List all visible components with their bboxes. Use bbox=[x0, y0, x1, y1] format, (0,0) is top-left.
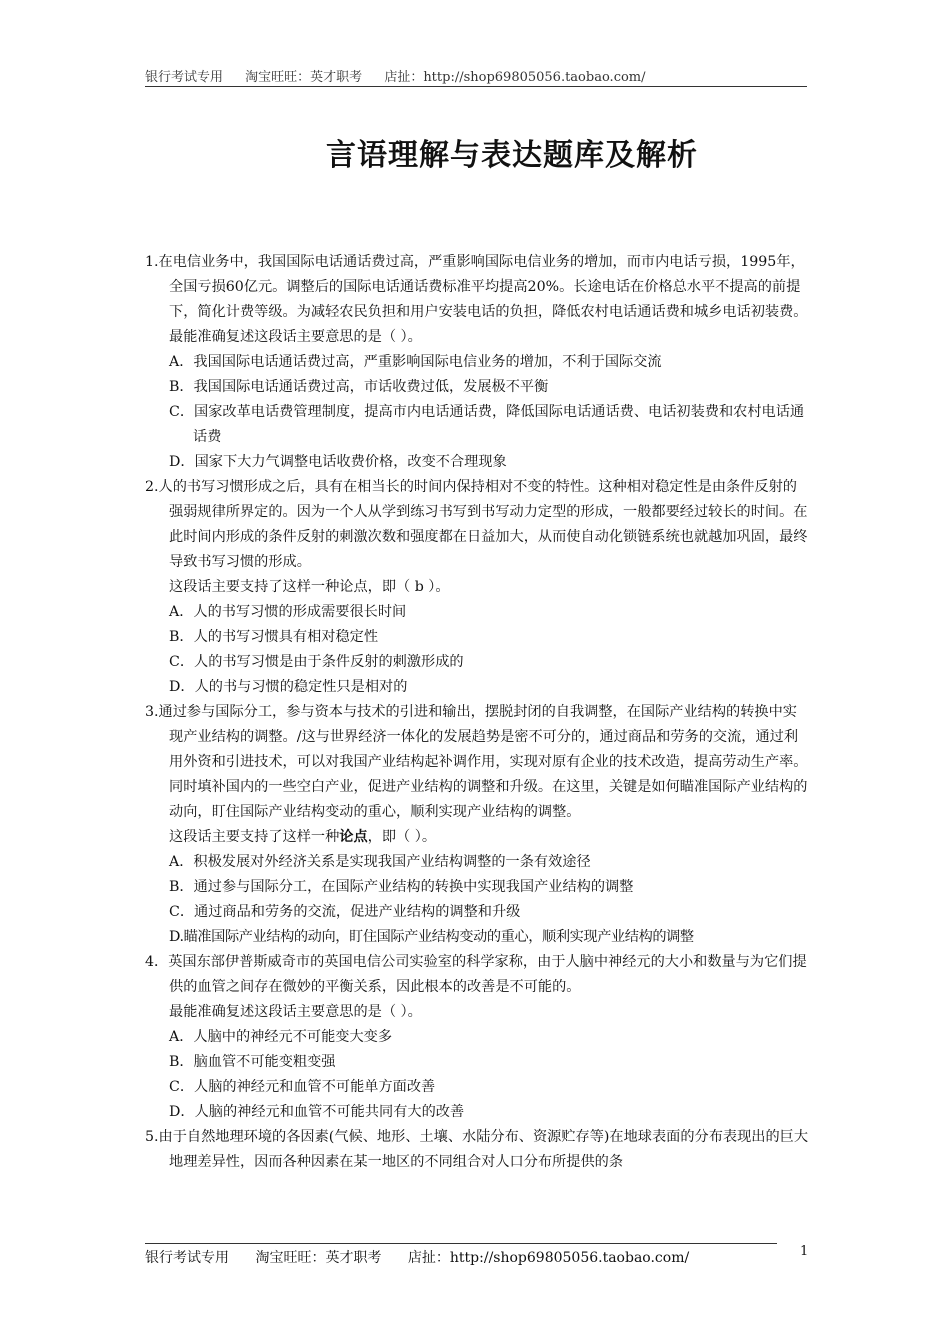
question-3-prompt-pre: 这段话主要支持了这样一种 bbox=[169, 829, 340, 845]
question-4 bbox=[145, 950, 810, 1125]
footer-shop-name: 淘宝旺旺：英才职考 bbox=[255, 1250, 382, 1266]
question-3-prompt-post: ，即（ ）。 bbox=[367, 829, 437, 845]
question-list bbox=[145, 250, 810, 1175]
header-shop-url: 店扯：http://shop69805056.taobao.com/ bbox=[384, 70, 646, 85]
page-header bbox=[145, 66, 807, 87]
question-2-option-d: D．人的书与习惯的稳定性只是相对的 bbox=[169, 679, 408, 695]
header-exam-label: 银行考试专用 bbox=[145, 70, 224, 85]
question-4-option-b: B．脑血管不可能变粗变强 bbox=[169, 1054, 336, 1070]
question-2-prompt: 这段话主要支持了这样一种论点，即（ b ）。 bbox=[169, 579, 450, 595]
page-footer bbox=[145, 1247, 785, 1267]
question-3-option-a: A．积极发展对外经济关系是实现我国产业结构调整的一条有效途径 bbox=[169, 854, 591, 870]
question-2 bbox=[145, 475, 810, 700]
question-2-option-b: B．人的书写习惯具有相对稳定性 bbox=[169, 629, 379, 645]
question-3-option-d: D.瞄准国际产业结构的动向，盯住国际产业结构变动的重心，顺利实现产业结构的调整 bbox=[169, 929, 694, 945]
page-number: 1 bbox=[800, 1244, 809, 1259]
question-3-prompt bbox=[145, 825, 810, 850]
question-2-option-c: C．人的书写习惯是由于条件反射的刺激形成的 bbox=[169, 654, 464, 670]
question-1-option-b: B．我国国际电话通话费过高，市话收费过低，发展极不平衡 bbox=[169, 379, 549, 395]
question-4-prompt: 最能准确复述这段话主要意思的是（ ）。 bbox=[169, 1004, 422, 1020]
question-1 bbox=[145, 250, 810, 475]
question-1-option-d: D．国家下大力气调整电话收费价格，改变不合理现象 bbox=[169, 454, 507, 470]
document-title: 言语理解与表达题库及解析 bbox=[326, 138, 698, 173]
question-3 bbox=[145, 700, 810, 950]
question-2-text: 2.人的书写习惯形成之后，具有在相当长的时间内保持相对不变的特性。这种相对稳定性是由条件反射的强弱规律所界定的。因为一个人从学到练习书写到书写动力定型的形成，一般都要经过较长的时间。在此时间内形成的条件反射的刺激次数和强度都在日益加大，从而使自动化锁链系统也就越加巩固，最终导致书写习惯的形成。 bbox=[145, 479, 808, 570]
question-4-text: 4．英国东部伊普斯威奇市的英国电信公司实验室的科学家称，由于人脑中神经元的大小和数量与为它们提供的血管之间存在微妙的平衡关系，因此根本的改善是不可能的。 bbox=[145, 954, 807, 995]
footer-divider bbox=[145, 1243, 777, 1244]
question-2-option-a: A．人的书写习惯的形成需要很长时间 bbox=[169, 604, 407, 620]
header-shop-name: 淘宝旺旺：英才职考 bbox=[245, 70, 363, 85]
question-3-option-b: B．通过参与国际分工，在国际产业结构的转换中实现我国产业结构的调整 bbox=[169, 879, 634, 895]
question-1-option-c: C．国家改革电话费管理制度，提高市内电话通话费，降低国际电话通话费、电话初装费和农村电话通话费 bbox=[169, 404, 805, 445]
question-1-prompt: 最能准确复述这段话主要意思的是（ ）。 bbox=[169, 329, 422, 345]
question-1-text: 1.在电信业务中，我国国际电话通话费过高，严重影响国际电信业务的增加，而市内电话亏损，1995年，全国亏损60亿元。调整后的国际电话通话费标准平均提高20%。长途电话在价格总水平不提高的前提下，简化计费等级。为减轻农民负担和用户安装电话的负担，降低农村电话通话费和城乡电话初装费。 bbox=[145, 254, 808, 320]
question-4-option-a: A．人脑中的神经元不可能变大变多 bbox=[169, 1029, 393, 1045]
question-5-text: 5.由于自然地理环境的各因素(气候、地形、土壤、水陆分布、资源贮存等)在地球表面的分布表现出的巨大地理差异性，因而各种因素在某一地区的不同组合对人口分布所提供的条 bbox=[145, 1129, 809, 1170]
question-1-option-a: A．我国国际电话通话费过高，严重影响国际电信业务的增加，不利于国际交流 bbox=[169, 354, 662, 370]
question-3-text: 3.通过参与国际分工，参与资本与技术的引进和输出，摆脱封闭的自我调整，在国际产业结构的转换中实现产业结构的调整。/这与世界经济一体化的发展趋势是密不可分的，通过商品和劳务的交流，通过利用外资和引进技术，可以对我国产业结构起补调作用，实现对原有企业的技术改造，提高劳动生产率。同时填补国内的一些空白产业，促进产业结构的调整和升级。在这里，关键是如何瞄准国际产业结构的动向，盯住国际产业结构变动的重心，顺利实现产业结构的调整。 bbox=[145, 704, 808, 820]
question-5 bbox=[145, 1125, 810, 1175]
question-3-option-c: C．通过商品和劳务的交流，促进产业结构的调整和升级 bbox=[169, 904, 521, 920]
question-4-option-c: C．人脑的神经元和血管不可能单方面改善 bbox=[169, 1079, 436, 1095]
question-3-prompt-bold: 论点 bbox=[339, 829, 368, 845]
footer-exam-label: 银行考试专用 bbox=[145, 1250, 229, 1266]
question-4-option-d: D．人脑的神经元和血管不可能共同有大的改善 bbox=[169, 1104, 465, 1120]
footer-shop-url: 店扯：http://shop69805056.taobao.com/ bbox=[407, 1250, 690, 1266]
